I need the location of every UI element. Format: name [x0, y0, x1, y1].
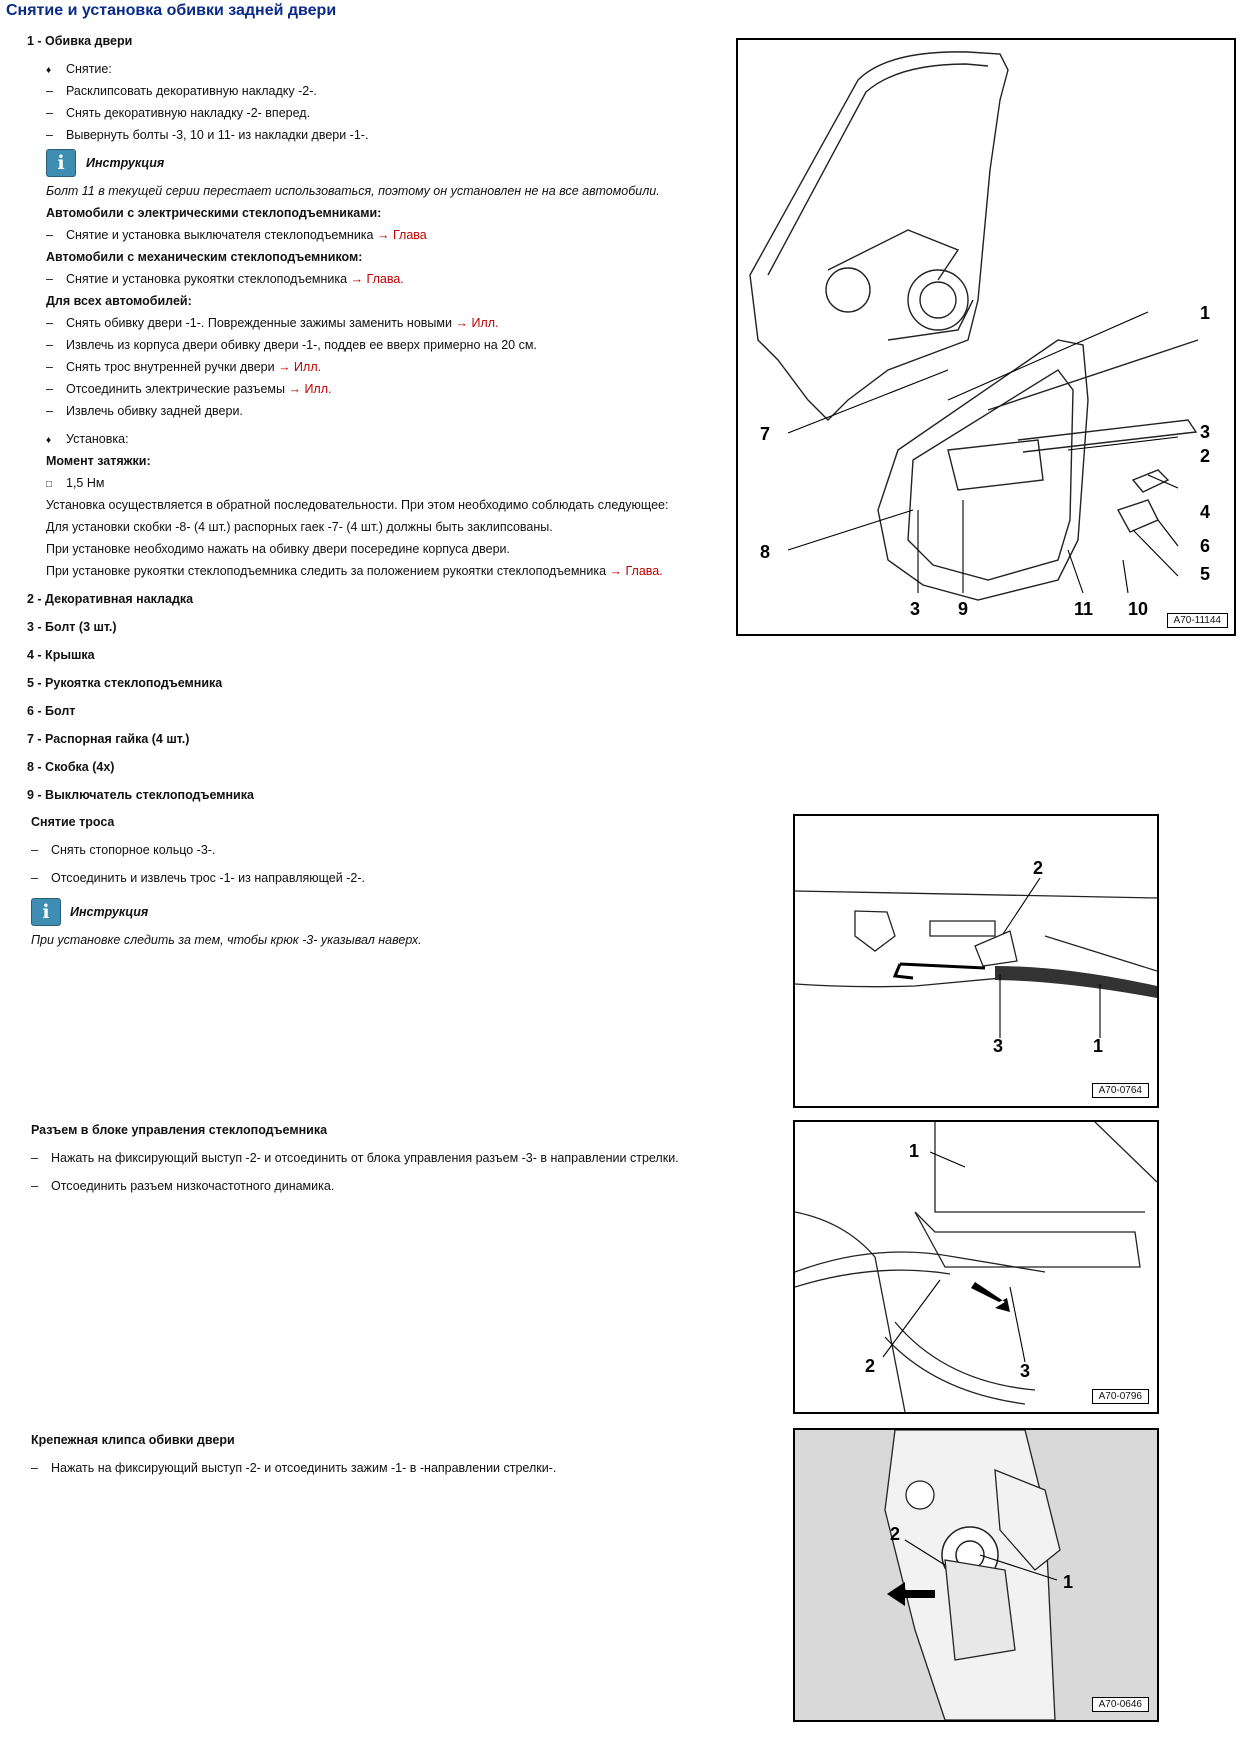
connector-step: – Отсоединить разъем низкочастотного динамика. [31, 1179, 334, 1193]
all-step: – Извлечь из корпуса двери обивку двери -1-, поддев ее вверх примерно на 20 см. [46, 338, 537, 352]
chapter-link[interactable]: → Глава. [350, 272, 404, 286]
illustration-link[interactable]: → Илл. [278, 360, 322, 374]
clip-figure [793, 1428, 1159, 1722]
clip-heading: Крепежная клипса обивки двери [31, 1433, 235, 1447]
install-text: При установке необходимо нажать на обивку двери посередине корпуса двери. [46, 542, 510, 556]
figure-id: A70-0646 [1092, 1697, 1149, 1712]
connector-heading: Разъем в блоке управления стеклоподъемника [31, 1123, 328, 1137]
torque-label: Момент затяжки: [46, 454, 151, 468]
note-label: Инструкция [86, 156, 165, 170]
all-step: – Снять обивку двери -1-. Поврежденные зажимы заменить новыми → Илл. [46, 316, 499, 330]
chapter-link[interactable]: → Глава [377, 228, 427, 242]
callout-label: 8 [760, 542, 771, 562]
figure-id: A70-0796 [1092, 1389, 1149, 1404]
mechanical-heading: Автомобили с механическим стеклоподъемником: [46, 250, 363, 264]
callout-label: 2 [1200, 446, 1211, 466]
callout-label: 1 [1063, 1572, 1074, 1592]
callout-label: 10 [1128, 599, 1149, 619]
install-text: Установка осуществляется в обратной последовательности. При этом необходимо соблюдать следующее: [46, 498, 669, 512]
item1-heading: 1 - Обивка двери [27, 34, 133, 48]
info-icon: i [46, 149, 76, 177]
note-text: При установке следить за тем, чтобы крюк -3- указывал наверх. [31, 933, 422, 947]
part-item: 8 - Скобка (4x) [27, 760, 115, 774]
callout-label: 5 [1200, 564, 1211, 584]
electric-step: – Снятие и установка выключателя стеклоподъемника → Глава [46, 228, 427, 242]
note-label: Инструкция [70, 905, 149, 919]
callout-label: 1 [1093, 1036, 1104, 1056]
info-icon: i [31, 898, 61, 926]
connector-figure [793, 1120, 1159, 1414]
illustration-link[interactable]: → Илл. [288, 382, 332, 396]
callout-label: 3 [1200, 422, 1211, 442]
callout-label: 3 [910, 599, 921, 619]
callout-label: 4 [1200, 502, 1211, 522]
cable-step: – Снять стопорное кольцо -3-. [31, 843, 215, 857]
part-item: 5 - Рукоятка стеклоподъемника [27, 676, 223, 690]
torque-value: □ 1,5 Нм [46, 476, 104, 490]
all-step: – Извлечь обивку задней двери. [46, 404, 243, 418]
callout-label: 2 [890, 1524, 901, 1544]
callout-label: 3 [993, 1036, 1004, 1056]
install-text: При установке рукоятки стеклоподъемника следить за положением рукоятки стеклоподъемника → Глава. [46, 564, 663, 578]
part-item: 3 - Болт (3 шт.) [27, 620, 117, 634]
door-trim-figure [736, 38, 1236, 636]
figure-id: A70-0764 [1092, 1083, 1149, 1098]
page-title: Снятие и установка обивки задней двери [6, 2, 337, 19]
part-item: 2 - Декоративная накладка [27, 592, 194, 606]
callout-label: 1 [1200, 303, 1211, 323]
callout-label: 7 [760, 424, 771, 444]
cable-step: – Отсоединить и извлечь трос -1- из направляющей -2-. [31, 871, 365, 885]
all-heading: Для всех автомобилей: [46, 294, 192, 308]
mechanical-step: – Снятие и установка рукоятки стеклоподъемника → Глава. [46, 272, 404, 286]
door-trim-drawing [738, 40, 1234, 634]
callout-label: 2 [865, 1356, 876, 1376]
illustration-link[interactable]: → Илл. [455, 316, 499, 330]
clip-drawing [795, 1430, 1157, 1720]
clip-step: – Нажать на фиксирующий выступ -2- и отсоединить зажим -1- в -направлении стрелки-. [31, 1461, 556, 1475]
note-text: Болт 11 в текущей серии перестает использоваться, поэтому он установлен не на все автомобили. [46, 184, 660, 198]
callout-label: 9 [958, 599, 969, 619]
step: – Снять декоративную накладку -2- вперед. [46, 106, 310, 120]
cable-drawing [795, 816, 1157, 1106]
electric-heading: Автомобили с электрическими стеклоподъемниками: [46, 206, 382, 220]
part-item: 6 - Болт [27, 704, 76, 718]
install-text: Для установки скобки -8- (4 шт.) распорных гаек -7- (4 шт.) должны быть заклипсованы. [46, 520, 553, 534]
all-step: – Снять трос внутренней ручки двери → Илл. [46, 360, 321, 374]
part-item: 4 - Крышка [27, 648, 95, 662]
callout-label: 2 [1033, 858, 1044, 878]
callout-label: 6 [1200, 536, 1211, 556]
connector-drawing [795, 1122, 1157, 1412]
figure-id: A70-11144 [1167, 613, 1228, 628]
all-step: – Отсоединить электрические разъемы → Илл. [46, 382, 332, 396]
step: – Расклипсовать декоративную накладку -2-. [46, 84, 317, 98]
step: – Вывернуть болты -3, 10 и 11- из накладки двери -1-. [46, 128, 368, 142]
removal-label: ♦ Снятие: [46, 62, 112, 76]
callout-label: 3 [1020, 1361, 1031, 1381]
part-item: 9 - Выключатель стеклоподъемника [27, 788, 254, 802]
callout-label: 11 [1074, 599, 1094, 619]
chapter-link[interactable]: → Глава. [609, 564, 663, 578]
cable-heading: Снятие троса [31, 815, 115, 829]
part-item: 7 - Распорная гайка (4 шт.) [27, 732, 190, 746]
callout-label: 1 [909, 1141, 920, 1161]
connector-step: – Нажать на фиксирующий выступ -2- и отсоединить от блока управления разъем -3- в направлении стрелки. [31, 1151, 679, 1165]
cable-figure [793, 814, 1159, 1108]
install-label: ♦ Установка: [46, 432, 129, 446]
